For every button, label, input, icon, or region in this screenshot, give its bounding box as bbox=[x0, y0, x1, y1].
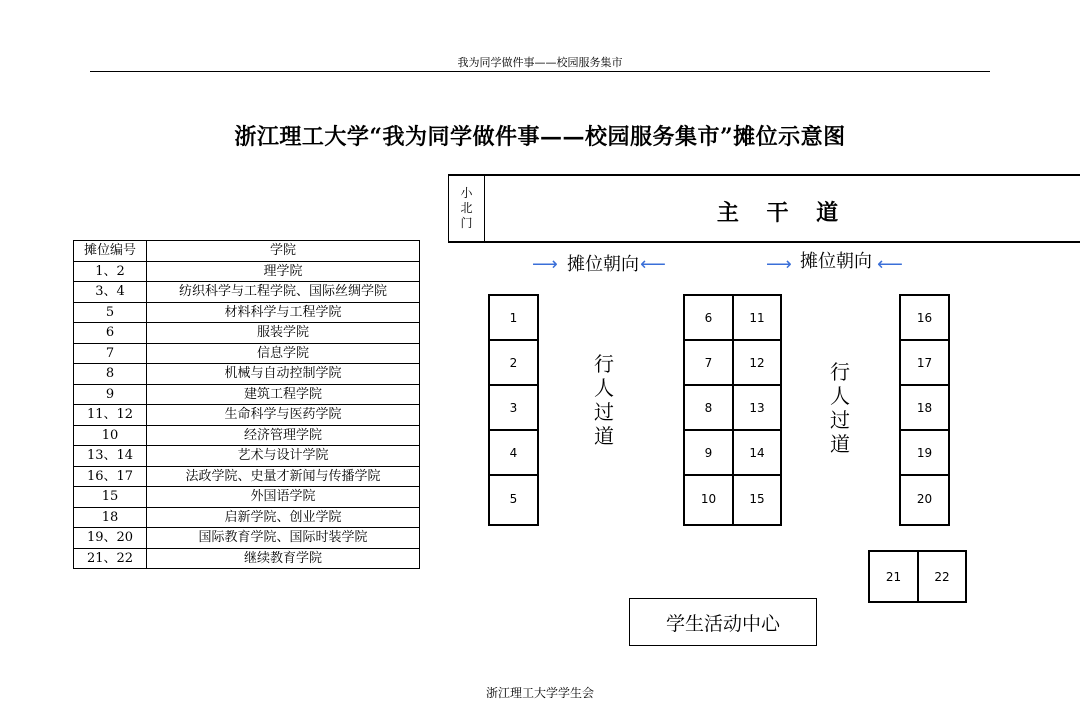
booth-number-cell: 15 bbox=[74, 487, 147, 508]
table-header-row bbox=[74, 241, 420, 262]
table-row bbox=[74, 323, 420, 344]
college-cell: 材料科学与工程学院 bbox=[147, 302, 420, 323]
booth-16: 16 bbox=[901, 296, 948, 341]
booth-21: 21 bbox=[868, 550, 919, 603]
booth-11: 11 bbox=[734, 296, 780, 341]
booth-number-cell: 19、20 bbox=[74, 528, 147, 549]
booth-number-cell: 5 bbox=[74, 302, 147, 323]
table-row bbox=[74, 466, 420, 487]
booth-number-cell: 1、2 bbox=[74, 261, 147, 282]
table-row bbox=[74, 364, 420, 385]
college-cell: 艺术与设计学院 bbox=[147, 446, 420, 467]
booth-6: 6 bbox=[685, 296, 732, 341]
booth-20: 20 bbox=[916, 491, 933, 506]
table-row bbox=[74, 548, 420, 569]
college-cell: 理学院 bbox=[147, 261, 420, 282]
booth-17: 17 bbox=[901, 341, 948, 386]
booth-column-b bbox=[683, 294, 734, 526]
booth-number-cell: 10 bbox=[74, 425, 147, 446]
college-cell: 经济管理学院 bbox=[147, 425, 420, 446]
booth-number-cell: 7 bbox=[74, 343, 147, 364]
booth-facing-label-left: 摊位朝向 bbox=[567, 254, 639, 275]
north-gate-label: 小北门 bbox=[460, 186, 473, 230]
college-cell: 生命科学与医药学院 bbox=[147, 405, 420, 426]
college-cell: 外国语学院 bbox=[147, 487, 420, 508]
booth-column-c bbox=[732, 294, 782, 526]
college-cell: 继续教育学院 bbox=[147, 548, 420, 569]
booth-column-a bbox=[488, 294, 539, 526]
booth-column-d bbox=[899, 294, 950, 526]
booth-18: 18 bbox=[901, 386, 948, 431]
booth-2: 2 bbox=[490, 341, 537, 386]
booth-number-cell: 8 bbox=[74, 364, 147, 385]
facing-arrow-right-icon: ⟶ bbox=[766, 254, 792, 275]
table-row bbox=[74, 446, 420, 467]
booth-15: 15 bbox=[749, 491, 765, 506]
document-title: 浙江理工大学“我为同学做件事——校园服务集市”摊位示意图 bbox=[234, 124, 846, 150]
north-gate bbox=[448, 176, 485, 241]
booth-3: 3 bbox=[490, 386, 537, 431]
booth-number-cell: 11、12 bbox=[74, 405, 147, 426]
booth-22: 22 bbox=[917, 550, 967, 603]
header-divider bbox=[90, 71, 990, 72]
booth-number-cell: 6 bbox=[74, 323, 147, 344]
page-footer: 浙江理工大学学生会 bbox=[485, 686, 594, 700]
booth-number-cell: 21、22 bbox=[74, 548, 147, 569]
page-header: 我为同学做件事——校园服务集市 bbox=[457, 56, 623, 69]
booth-12: 12 bbox=[734, 341, 780, 386]
booth-19: 19 bbox=[901, 431, 948, 476]
booth-number-cell: 18 bbox=[74, 507, 147, 528]
booth-13: 13 bbox=[734, 386, 780, 431]
booth-number-cell: 9 bbox=[74, 384, 147, 405]
student-activity-center-label: 学生活动中心 bbox=[665, 612, 780, 635]
main-road-top-edge bbox=[448, 174, 1080, 176]
college-cell: 信息学院 bbox=[147, 343, 420, 364]
booth-8: 8 bbox=[685, 386, 732, 431]
table-row bbox=[74, 384, 420, 405]
student-activity-center bbox=[629, 598, 817, 646]
college-cell: 启新学院、创业学院 bbox=[147, 507, 420, 528]
booth-assignment-table bbox=[73, 240, 420, 569]
booth-number-cell: 13、14 bbox=[74, 446, 147, 467]
college-cell: 法政学院、史量才新闻与传播学院 bbox=[147, 466, 420, 487]
table-row bbox=[74, 261, 420, 282]
table-row bbox=[74, 302, 420, 323]
facing-arrow-left-icon: ⟵ bbox=[877, 254, 903, 275]
booth-9: 9 bbox=[685, 431, 732, 476]
table-row bbox=[74, 343, 420, 364]
main-road-bottom-edge bbox=[448, 241, 1080, 243]
booth-facing-label-right: 摊位朝向 bbox=[800, 251, 872, 272]
table-row bbox=[74, 425, 420, 446]
table-row bbox=[74, 487, 420, 508]
main-road-label: 主 干 道 bbox=[716, 201, 849, 226]
table-row bbox=[74, 528, 420, 549]
booth-7: 7 bbox=[685, 341, 732, 386]
facing-arrow-left-icon: ⟵ bbox=[640, 254, 666, 275]
college-cell: 纺织科学与工程学院、国际丝绸学院 bbox=[147, 282, 420, 303]
college-cell: 建筑工程学院 bbox=[147, 384, 420, 405]
table-row bbox=[74, 405, 420, 426]
pedestrian-walkway-left: 行人过道 bbox=[594, 352, 614, 448]
booth-number-cell: 16、17 bbox=[74, 466, 147, 487]
booth-14: 14 bbox=[734, 431, 780, 476]
facing-arrow-right-icon: ⟶ bbox=[532, 254, 558, 275]
booth-5: 5 bbox=[509, 491, 518, 506]
booth-10: 10 bbox=[700, 491, 717, 506]
booth-4: 4 bbox=[490, 431, 537, 476]
college-cell: 机械与自动控制学院 bbox=[147, 364, 420, 385]
pedestrian-walkway-right: 行人过道 bbox=[830, 360, 850, 456]
booth-number-cell: 3、4 bbox=[74, 282, 147, 303]
table-row bbox=[74, 282, 420, 303]
college-cell: 服装学院 bbox=[147, 323, 420, 344]
header-college: 学院 bbox=[147, 241, 420, 262]
table-row bbox=[74, 507, 420, 528]
booth-1: 1 bbox=[490, 296, 537, 341]
header-booth-number: 摊位编号 bbox=[74, 241, 147, 262]
college-cell: 国际教育学院、国际时装学院 bbox=[147, 528, 420, 549]
